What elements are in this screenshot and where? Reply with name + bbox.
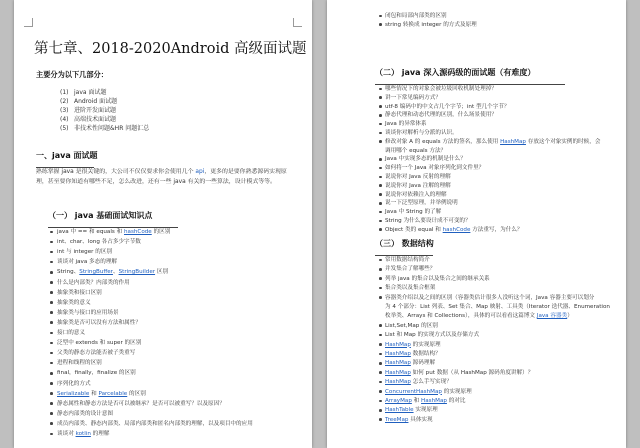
list-item-text xyxy=(385,218,471,224)
text-segment: 谈谈对 java 多态的理解 xyxy=(57,259,118,266)
text-segment: 什么是内部类？内部类的作用 xyxy=(57,279,130,286)
list-item-text xyxy=(57,391,146,397)
document-page-right xyxy=(327,0,626,448)
section-heading-data-structures xyxy=(375,238,434,249)
list-item-text xyxy=(385,192,447,198)
inline-link[interactable]: HashMap xyxy=(421,398,447,404)
page-margin-mark xyxy=(24,18,33,27)
text-segment: 闭包和局部内部类的区别 xyxy=(385,13,447,19)
outline-item-label: java 面试题 xyxy=(74,89,107,96)
text-segment: String 为什么要设计成不可变的？ xyxy=(385,218,471,224)
list-item-text xyxy=(385,112,497,118)
list-item-text xyxy=(57,340,141,346)
list-item-text xyxy=(57,300,91,306)
list-item-text xyxy=(385,323,438,329)
bullet-dot xyxy=(50,422,53,425)
bullet-dot xyxy=(379,277,382,280)
text-segment: 谈谈对 xyxy=(57,431,76,437)
text-segment: 成员内部类、静态内部类、局部内部类和匿名内部类的理解，以及项目中的应用 xyxy=(57,420,253,427)
inline-link[interactable]: Parcelable xyxy=(98,390,128,397)
bullet-dot xyxy=(379,268,382,271)
bullet-dot xyxy=(50,433,53,436)
inline-link[interactable]: HashMap xyxy=(385,341,411,348)
section-heading-java xyxy=(36,150,98,161)
bullet-dot xyxy=(379,343,382,346)
inline-link[interactable]: kotlin xyxy=(75,431,91,437)
bullet-dot xyxy=(379,15,382,18)
list-item-text xyxy=(57,381,91,387)
list-item-text xyxy=(57,290,102,296)
text-segment: 实现原理 xyxy=(413,407,438,414)
heading-underline xyxy=(375,255,433,256)
bullet-dot xyxy=(379,353,382,356)
intro-heading: 主要分为以下几部分： xyxy=(36,70,108,79)
bullet-dot xyxy=(50,382,53,385)
list-item-text xyxy=(57,411,113,417)
bullet-dot xyxy=(50,261,53,264)
bullet-dot xyxy=(50,342,53,345)
text-segment: 说说你对 Java 反射的理解 xyxy=(385,174,451,180)
list-item-text xyxy=(385,148,446,154)
outline-item-label: Android 面试题 xyxy=(74,98,118,105)
text-segment: 说说你对依赖注入的理解 xyxy=(385,191,447,198)
bullet-dot xyxy=(379,324,382,327)
list-item-text xyxy=(385,332,479,338)
inline-link[interactable]: StringBuffer xyxy=(79,269,113,276)
text-segment: 和 xyxy=(89,390,99,397)
list-item-text xyxy=(385,95,441,101)
text-segment: 讲一下常见编码方式？ xyxy=(385,94,441,101)
bullet-dot xyxy=(50,311,53,314)
text-segment: utf-8 编码中的中文占几个字节；int 型几个字节？ xyxy=(385,103,510,110)
outline-item-number: (2) xyxy=(60,98,69,105)
text-segment: 枚举类、Arrays 和 Collections），具体的可以看看这篇博文 xyxy=(385,313,537,320)
bullet-dot xyxy=(379,390,382,393)
heading-underline xyxy=(48,227,178,228)
text-segment: 静态属性和静态方法是否可以被继承？是否可以被重写？以及原因？ xyxy=(57,400,225,407)
list-item-text xyxy=(385,285,435,291)
data-structures-list xyxy=(327,257,626,447)
inline-link[interactable]: HashTable xyxy=(385,407,414,414)
outline-item-number: (4) xyxy=(60,116,69,123)
bullet-dot xyxy=(379,220,382,223)
bullet-dot xyxy=(50,231,53,234)
list-item-text xyxy=(385,13,447,19)
bullet-dot xyxy=(379,296,382,299)
text-segment: Java 中实现多态的机制是什么？ xyxy=(385,156,466,163)
text-segment: 调用哪个 equals 方法？ xyxy=(385,147,447,154)
list-item-text xyxy=(385,398,466,404)
text-segment: final，finally，finalize 的区别 xyxy=(57,370,136,377)
list-item-text xyxy=(385,200,458,206)
bullet-dot xyxy=(379,409,382,412)
list-item-text xyxy=(57,350,135,356)
list-item-text xyxy=(385,379,452,385)
list-item-text xyxy=(385,304,610,310)
text-segment: String、 xyxy=(57,269,80,276)
list-item-text xyxy=(57,401,225,407)
list-item-text xyxy=(385,351,441,357)
text-segment: 说一下泛型原理，并举例说明 xyxy=(385,200,458,207)
list-item-text xyxy=(385,389,472,395)
text-segment: string 转换成 integer 的方式及原理 xyxy=(385,21,477,28)
inline-link[interactable]: HashMap xyxy=(385,369,411,376)
inline-link[interactable]: Java 容器类 xyxy=(536,313,568,320)
text-segment: 序列化的方式 xyxy=(57,380,91,387)
inline-link[interactable]: HashMap xyxy=(385,360,411,367)
bullet-dot xyxy=(379,334,382,337)
list-item-text xyxy=(385,22,477,28)
list-item-text xyxy=(57,229,170,235)
text-segment: 区别 xyxy=(155,269,169,276)
list-item-text xyxy=(385,104,510,110)
text-segment: 如何将一个 Java 对象序列化到文件里？ xyxy=(385,165,485,172)
bullet-dot xyxy=(50,362,53,365)
text-segment: List 和 Map 的实现方式以及存储方式 xyxy=(385,332,480,339)
bullet-dot xyxy=(379,259,382,262)
bullet-dot xyxy=(379,228,382,231)
text-segment: 修改对象 A 的 equals 方法的签名，那么使用 xyxy=(385,138,501,145)
text-segment: 容器类介绍以及之间的区别（容器类估计很多人没听这个词，Java 容器主要可以划分 xyxy=(385,294,595,301)
bullet-dot xyxy=(379,362,382,365)
section-heading-text: （三） 数据结构 xyxy=(375,239,434,248)
list-item-text xyxy=(385,342,441,348)
text-segment: 抽象类是否可以没有方法和属性？ xyxy=(57,319,141,326)
list-item-text xyxy=(385,257,430,263)
bullet-dot xyxy=(379,202,382,205)
list-item-text xyxy=(385,183,451,189)
continued-list xyxy=(327,13,626,33)
inline-link[interactable]: StringBuilder xyxy=(118,269,156,276)
bullet-dot xyxy=(50,352,53,355)
bullet-dot xyxy=(379,193,382,196)
text-segment: 如何 put 数据（从 HashMap 源码角度讲解）？ xyxy=(410,369,534,376)
section-heading-java-source xyxy=(375,67,535,78)
text-segment: 具体实现 xyxy=(408,416,433,423)
list-item-text xyxy=(385,130,458,136)
outline-item-number: (5) xyxy=(60,125,69,132)
list-item-text xyxy=(385,139,600,145)
bullet-dot xyxy=(379,371,382,374)
list-item-text xyxy=(57,330,85,336)
text-segment: 方法重写，为什么？ xyxy=(470,226,523,233)
bullet-dot xyxy=(50,402,53,405)
text-segment: int 与 integer 的区别 xyxy=(57,249,113,256)
list-item-text xyxy=(57,360,102,366)
list-item-text xyxy=(385,227,523,233)
text-segment: 列举 java 的集合以及集合之间的继承关系 xyxy=(385,275,490,282)
list-item-text xyxy=(385,417,433,423)
outline-item-number: (3) xyxy=(60,107,69,114)
text-segment: Java 中 String 的了解 xyxy=(385,209,442,216)
intro-paragraph xyxy=(36,168,296,187)
list-item-text xyxy=(385,276,490,282)
list-item-text xyxy=(385,121,427,127)
paragraph-text: ，更多的是要你熟悉源码实现原理，甚至要你知道有哪些不足，怎么改进，还有一些 java 有关的一些算法，设计模式等等。 xyxy=(36,169,287,185)
bullet-dot xyxy=(379,167,382,170)
page-margin-mark xyxy=(293,18,302,27)
text-segment: 并发集合了解哪些？ xyxy=(385,266,436,273)
text-segment: 接口的意义 xyxy=(57,330,85,336)
list-item-text xyxy=(385,174,451,180)
text-segment: List,Set,Map 的区别 xyxy=(385,322,438,329)
text-segment: int、char、long 各占多少字节数 xyxy=(57,239,141,246)
outline-item xyxy=(60,96,117,105)
text-segment: 进程和线程的区别 xyxy=(57,360,102,367)
bullet-dot xyxy=(50,281,53,284)
text-segment: 谈谈你对解析与分派的认识。 xyxy=(385,130,458,136)
outline-item-label: 高端技术面试题 xyxy=(74,116,117,123)
list-item-text xyxy=(57,310,119,316)
list-item-text xyxy=(385,313,573,319)
text-segment: 的实现原理 xyxy=(410,341,441,348)
outline-item xyxy=(60,87,106,96)
bullet-dot xyxy=(379,105,382,108)
bullet-dot xyxy=(50,392,53,395)
outline-item xyxy=(60,105,116,114)
text-segment: java 中 == 和 equals 和 xyxy=(57,229,124,235)
list-item-text xyxy=(385,86,497,92)
text-segment: 哪些情况下的对象会被垃圾回收机制处理掉？ xyxy=(385,86,497,92)
bullet-dot xyxy=(379,123,382,126)
bullet-dot xyxy=(50,241,53,244)
inline-link[interactable]: hashCode xyxy=(123,229,152,235)
text-segment: 常用数据结构简介 xyxy=(385,257,430,263)
text-segment: 的区别 xyxy=(127,390,146,397)
outline-item xyxy=(60,123,149,132)
bullet-dot xyxy=(50,321,53,324)
list-item-text xyxy=(385,209,441,215)
list-item-text xyxy=(385,295,594,301)
bullet-dot xyxy=(50,291,53,294)
text-segment: 静态代理和动态代理的区别，什么场景使用？ xyxy=(385,112,497,119)
text-segment: 的实现原理 xyxy=(441,388,472,395)
bullet-dot xyxy=(50,372,53,375)
inline-link[interactable]: api xyxy=(195,169,205,175)
bullet-dot xyxy=(379,184,382,187)
list-item-text xyxy=(57,431,109,437)
text-segment: 抽象类和接口区别 xyxy=(57,289,102,296)
paragraph-text: 熟练掌握 java 是很关键的，大公司不仅仅要求你会使用几个 xyxy=(36,169,196,175)
list-item-text xyxy=(57,249,112,255)
text-segment: 静态内部类的设计意图 xyxy=(57,410,113,417)
inline-link[interactable]: HashMap xyxy=(385,379,411,386)
text-segment: 集合类以及集合框架 xyxy=(385,285,436,292)
text-segment: 为 4 个部分：List 列表、Set 集合、Map 映射、工具类（Iterator 迭代器、Enumeration xyxy=(385,304,610,310)
outline-item-label: 进阶开发面试题 xyxy=(74,107,117,114)
inline-link[interactable]: Serializable xyxy=(57,390,90,397)
bullet-dot xyxy=(379,158,382,161)
java-basics-list xyxy=(14,229,312,444)
list-item-text xyxy=(57,269,168,275)
text-segment: 怎么手写实现？ xyxy=(410,379,452,386)
inline-link[interactable]: ConcurrentHashMap xyxy=(385,388,442,395)
list-item-text xyxy=(57,370,136,376)
text-segment: 的区别 xyxy=(151,229,171,235)
bullet-dot xyxy=(50,251,53,254)
list-item-text xyxy=(57,421,253,427)
outline-item-label: 非技术性问题&HR 问题汇总 xyxy=(74,125,150,132)
document-page-left xyxy=(14,0,312,448)
bullet-dot xyxy=(379,132,382,135)
text-segment: 存放这个对象实例的时候，会 xyxy=(525,138,601,145)
text-segment: 、 xyxy=(112,269,119,276)
bullet-dot xyxy=(379,400,382,403)
text-segment: 的对比 xyxy=(446,398,466,404)
inline-link[interactable]: HashMap xyxy=(500,138,526,145)
text-segment: 数据结构？ xyxy=(410,351,441,357)
text-segment: Java 的异常体系 xyxy=(385,121,427,128)
heading-underline xyxy=(375,84,565,85)
outline-item xyxy=(60,114,116,123)
bullet-dot xyxy=(379,418,382,421)
bullet-dot xyxy=(379,381,382,384)
list-item-text xyxy=(57,259,117,265)
inline-link[interactable]: hashCode xyxy=(442,226,471,233)
inline-link[interactable]: HashMap xyxy=(385,351,411,357)
bullet-dot xyxy=(50,271,53,274)
list-item-text xyxy=(385,407,438,413)
text-segment: Object 类的 equal 和 xyxy=(385,226,443,233)
bullet-dot xyxy=(50,332,53,335)
bullet-dot xyxy=(379,88,382,91)
bullet-dot xyxy=(379,211,382,214)
section-heading-text: （二） java 深入源码级的面试题（有难度） xyxy=(375,68,536,77)
list-item-text xyxy=(385,266,435,272)
list-item-text xyxy=(57,280,130,286)
subsection-heading-java-basics xyxy=(48,210,152,221)
text-segment: 说说你对 Java 注解的理解 xyxy=(385,182,451,189)
java-source-list xyxy=(327,86,626,231)
list-item-text xyxy=(385,156,466,162)
text-segment: 和 xyxy=(411,398,422,404)
text-segment: ） xyxy=(567,313,573,320)
bullet-dot xyxy=(379,287,382,290)
subsection-heading-text: （一） java 基础面试知识点 xyxy=(48,211,153,220)
text-segment: 泛型中 extends 和 super 的区别 xyxy=(57,340,142,347)
bullet-dot xyxy=(379,96,382,99)
list-item-text xyxy=(385,360,435,366)
bullet-dot xyxy=(379,176,382,179)
chapter-title: 第七章、2018-2020Android 高级面试题 xyxy=(34,41,307,57)
list-item-text xyxy=(57,320,141,326)
bullet-dot xyxy=(50,412,53,415)
text-segment: 父类的静态方法能否被子类重写 xyxy=(57,350,136,357)
bullet-dot xyxy=(50,301,53,304)
text-segment: 抽象类的意义 xyxy=(57,299,91,306)
bullet-dot xyxy=(379,140,382,143)
list-item-text xyxy=(385,165,484,171)
text-segment: 源码理解 xyxy=(410,360,436,367)
inline-link[interactable]: TreeMap xyxy=(385,416,409,423)
bullet-dot xyxy=(379,23,382,26)
text-segment: 抽象类与接口的应用场景 xyxy=(57,309,119,316)
bullet-dot xyxy=(379,114,382,117)
outline-item-number: (1) xyxy=(60,89,69,96)
inline-link[interactable]: ArrayMap xyxy=(385,398,412,404)
list-item-text xyxy=(57,239,141,245)
text-segment: 的理解 xyxy=(90,431,110,437)
list-item-text xyxy=(385,370,533,376)
section-heading-text: 一、java 面试题 xyxy=(36,151,98,160)
